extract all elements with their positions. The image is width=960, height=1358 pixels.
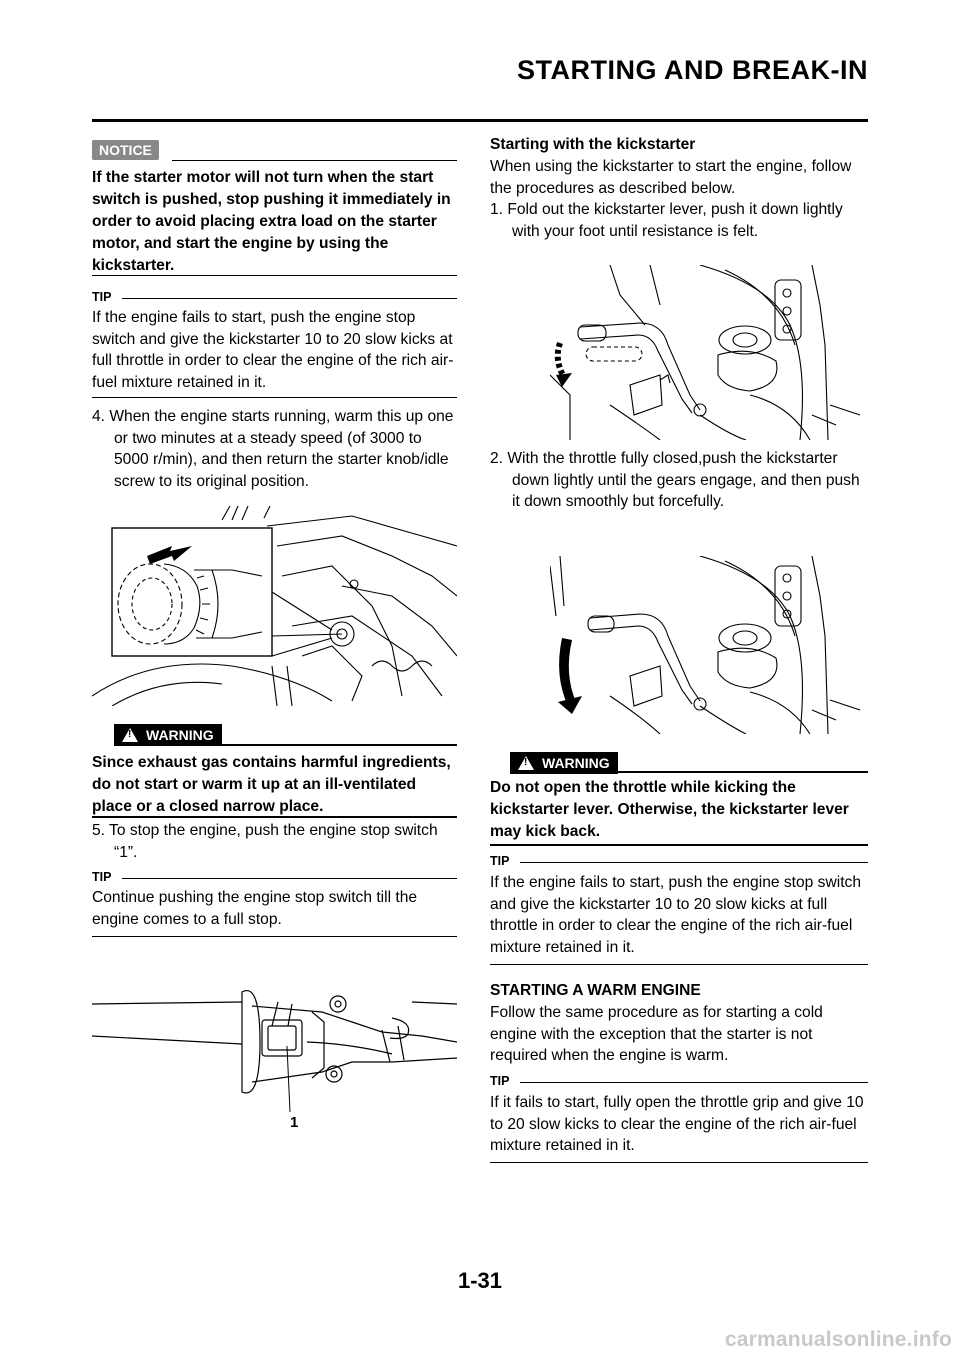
warning-label: WARNING [146, 727, 214, 743]
step-5: 5. To stop the engine, push the engine stop switch “1”. [92, 822, 438, 861]
warning-block [510, 752, 618, 775]
tip-label: TIP [92, 290, 112, 304]
tip-rule-bottom [92, 397, 457, 398]
kickstarter-heading: Starting with the kickstarter [490, 136, 696, 153]
kickstarter-push-illustration [550, 556, 868, 734]
warning-badge [114, 724, 222, 746]
page-title: STARTING AND BREAK-IN [517, 55, 868, 85]
page-number: 1-31 [457, 1268, 503, 1293]
warning-label: WARNING [542, 755, 610, 771]
tip-label: TIP [92, 870, 112, 884]
tip-text: If the engine fails to start, push the engine stop switch and give the kickstarter 10 to 20 slow kicks at full throttle in order to clear the engine of the rich air-fuel mixture retained in it. [92, 309, 454, 391]
warning-rule-bottom [92, 816, 457, 818]
warning-rule-bottom [490, 844, 868, 846]
step-4: 4. When the engine starts running, warm this up one or two minutes at a steady speed (of 3000 to 5000 r/min), and then return the starter knob/idle screw to its original position. [92, 408, 454, 490]
warning-text: Do not open the throttle while kicking the kickstarter lever. Otherwise, the kickstarter lever may kick back. [490, 779, 849, 840]
tip-rule-top [122, 878, 457, 879]
warning-block [114, 724, 222, 747]
step-1: 1. Fold out the kickstarter lever, push it down lightly with your foot until resistance is felt. [490, 201, 843, 240]
warning-triangle-icon [518, 756, 534, 770]
warm-engine-text: Follow the same procedure as for starting a cold engine with the exception that the starter is not required when the engine is warm. [490, 1004, 823, 1064]
tip-label: TIP [490, 1074, 510, 1088]
tip-rule-bottom [490, 964, 868, 965]
notice-block [92, 140, 457, 160]
engine-stop-switch-illustration [92, 982, 457, 1112]
warning-text: Since exhaust gas contains harmful ingredients, do not start or warm it up at an ill-ventilated place or a closed narrow place. [92, 754, 451, 815]
notice-badge: NOTICE [92, 140, 159, 160]
notice-rule-top [172, 160, 457, 161]
tip-rule-bottom [92, 936, 457, 937]
tip-rule-top [520, 862, 868, 863]
tip-rule-top [122, 298, 457, 299]
tip-rule-bottom [490, 1162, 868, 1163]
warning-rule-top [214, 744, 457, 746]
watermark: carmanualsonline.info [724, 1328, 952, 1351]
tip-text: If it fails to start, fully open the throttle grip and give 10 to 20 slow kicks to clear the engine of the rich air-fuel mixture retained in it. [490, 1094, 864, 1154]
warning-rule-top [612, 771, 868, 773]
tip-text: If the engine fails to start, push the engine stop switch and give the kickstarter 10 to 20 slow kicks at full throttle in order to clear the engine of the rich air-fuel mixture retained in it. [490, 874, 862, 956]
arrow-down-icon [556, 373, 572, 387]
kickstarter-intro: When using the kickstarter to start the engine, follow the procedures as described below. [490, 158, 852, 197]
kickstarter-fold-illustration [550, 265, 868, 440]
tip-rule-top [520, 1082, 868, 1083]
header-rule [92, 119, 868, 122]
tip-label: TIP [490, 854, 510, 868]
tip-text: Continue pushing the engine stop switch till the engine comes to a full stop. [92, 889, 418, 928]
notice-rule-bottom [92, 275, 457, 276]
warm-engine-heading: STARTING A WARM ENGINE [490, 982, 701, 999]
step-2: 2. With the throttle fully closed,push the kickstarter down lightly until the gears engage, and then push it down smoothly but forcefully. [490, 450, 860, 510]
callout-label: 1 [290, 1114, 299, 1131]
warning-triangle-icon [122, 728, 138, 742]
notice-text: If the starter motor will not turn when the start switch is pushed, stop pushing it immediately in order to avoid placing extra load on the starter motor, and start the engine by using the kickstarter. [92, 169, 451, 274]
warning-badge [510, 752, 618, 774]
starter-knob-illustration [92, 506, 457, 706]
